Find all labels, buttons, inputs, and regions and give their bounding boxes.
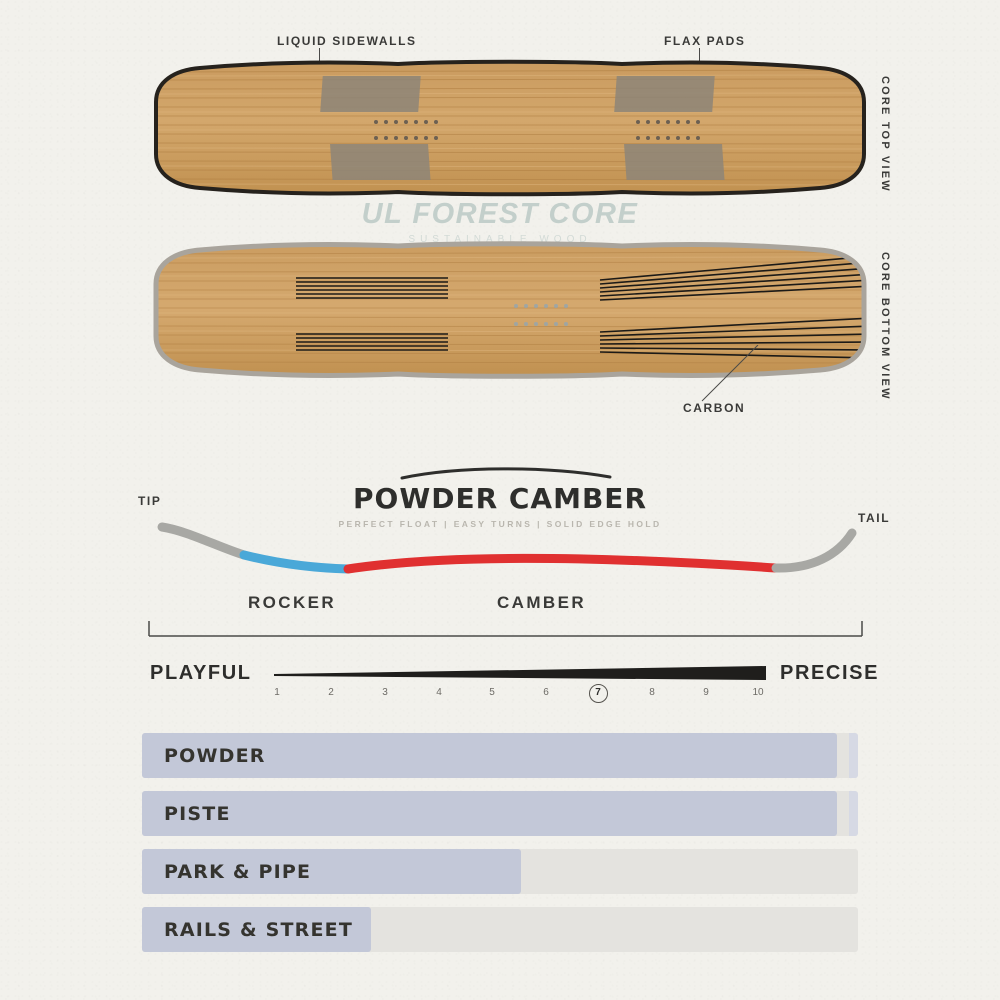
terrain-label-piste: PISTE: [164, 802, 231, 825]
terrain-label-rails-and-street: RAILS & STREET: [164, 918, 353, 941]
terrain-cap-powder: [849, 733, 858, 778]
camber-title-swash-top: [398, 466, 614, 482]
callout-label-flax-pads: FLAX PADS: [664, 34, 746, 48]
watermark-sub: SUSTAINABLE WOOD: [408, 234, 592, 245]
watermark: [0, 198, 1000, 245]
leader-line-carbon: [680, 345, 780, 407]
watermark-main: UL FOREST CORE: [361, 198, 639, 230]
callout-label-liquid-sidewalls: LIQUID SIDEWALLS: [277, 34, 417, 48]
flex-tick-6: 6: [543, 687, 549, 698]
flex-label-playful: PLAYFUL: [150, 662, 252, 684]
flex-tick-5: 5: [489, 687, 495, 698]
snowboard-core-top-view: [148, 58, 872, 198]
callout-label-carbon: CARBON: [683, 401, 746, 415]
flex-tick-2: 2: [328, 687, 334, 698]
camber-title: POWDER CAMBER: [353, 482, 647, 515]
camber-zone-label-camber: CAMBER: [497, 593, 587, 612]
flex-tick-1: 1: [274, 687, 280, 698]
side-label-core-bottom-view: CORE BOTTOM VIEW: [879, 252, 891, 401]
camber-tip-label: TIP: [138, 494, 162, 508]
flex-tick-3: 3: [382, 687, 388, 698]
flex-tick-7: 7: [595, 687, 601, 698]
camber-profile-curve: [140, 515, 866, 585]
flex-label-precise: PRECISE: [780, 662, 880, 684]
terrain-row-park-and-pipe: [142, 849, 858, 894]
side-label-core-top-view: CORE TOP VIEW: [879, 76, 891, 193]
terrain-row-rails-and-street: [142, 907, 858, 952]
terrain-label-park-and-pipe: PARK & PIPE: [164, 860, 312, 883]
terrain-label-powder: POWDER: [164, 744, 266, 767]
terrain-row-powder: [142, 733, 858, 778]
camber-zone-label-rocker: ROCKER: [248, 593, 337, 612]
terrain-fill-piste: [142, 791, 837, 836]
flex-tick-10: 10: [752, 687, 764, 698]
camber-subtitle: PERFECT FLOAT | EASY TURNS | SOLID EDGE HOLD: [338, 519, 662, 529]
flex-tick-9: 9: [703, 687, 709, 698]
flex-scale-wedge: [272, 662, 768, 684]
terrain-cap-piste: [849, 791, 858, 836]
flex-tick-4: 4: [436, 687, 442, 698]
camber-measure-bracket: [148, 620, 864, 638]
terrain-ratings: [142, 733, 858, 965]
camber-tail-label: TAIL: [858, 511, 891, 525]
terrain-row-piste: [142, 791, 858, 836]
flex-tick-8: 8: [649, 687, 655, 698]
